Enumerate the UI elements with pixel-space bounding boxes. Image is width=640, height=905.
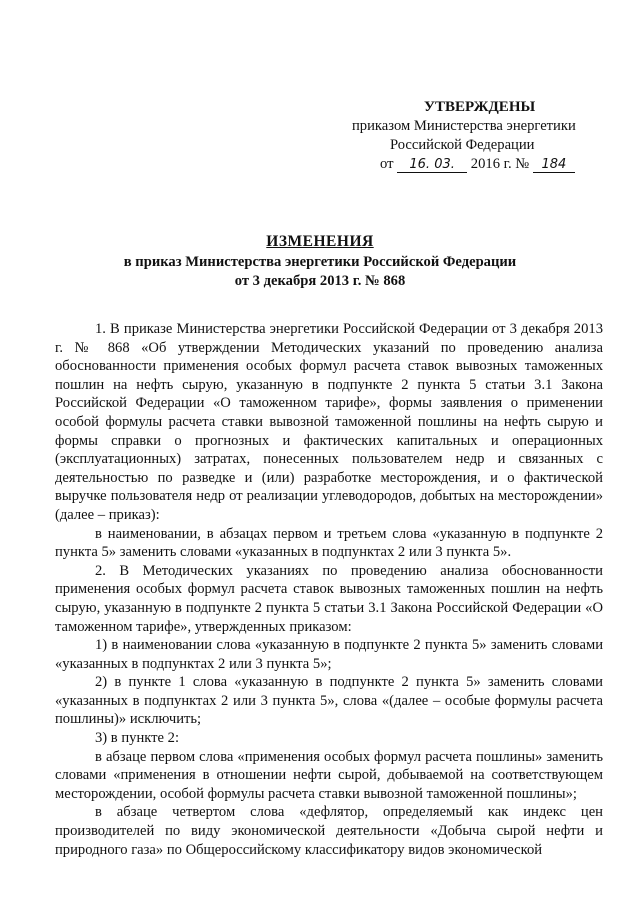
approval-date-line xyxy=(380,155,622,174)
paragraph: 1. В приказе Министерства энергетики Российской Федерации от 3 декабря 2013 г. № 868 «Об утверждении Методических указаний по проведению анализа обоснованности применения особых формул расчета ставок вывозных таможенных пошлин на нефть сырую, указанную в подпункте 2 пункта 5 статьи 3.1 Закона Российской Федерации «О таможенном тарифе», формы заявления о применении особой формулы расчета ставки вывозной таможенной пошлины на нефть сырую и формы справки о прогнозных и фактических капитальных и операционных (эксплуатационных) затратах, понесенных пользователем недр и связанных с деятельностью по разведке и (или) разработке месторождения, и о фактической выручке пользователя недр от реализации углеводородов, добытых на месторождении» (далее – приказ): xyxy=(55,321,603,523)
approval-line-ministry: приказом Министерства энергетики xyxy=(352,118,576,134)
paragraph: 1) в наименовании слова «указанную в подпункте 2 пункта 5» заменить словами «указанных в подпунктах 2 или 3 пункта 5»; xyxy=(55,637,603,672)
paragraph: в наименовании, в абзацах первом и третьем слова «указанную в подпункте 2 пункта 5» заменить словами «указанных в подпунктах 2 или 3 пункта 5». xyxy=(55,525,603,561)
year-number-label: 2016 г. № xyxy=(470,156,530,172)
approval-line-federation: Российской Федерации xyxy=(390,137,535,153)
document-title: ИЗМЕНЕНИЯ xyxy=(266,233,374,250)
document-subtitle-line2: от 3 декабря 2013 г. № 868 xyxy=(234,273,406,289)
approval-block xyxy=(352,98,622,174)
paragraph: в абзаце первом слова «применения особых формул расчета пошлины» заменить словами «применения в отношении нефти сырой, добываемой на соответствующем месторождении, особой формулы расчета ставки вывозной таможенной пошлины»; xyxy=(55,748,603,802)
approval-heading: УТВЕРЖДЕНЫ xyxy=(424,99,536,115)
paragraph: 2. В Методических указаниях по проведению анализа обоснованности применения особых формул расчета ставок вывозных таможенных пошлин на нефть сырую, указанную в подпункте 2 пункта 5 статьи 3.1 Закона Российской Федерации «О таможенном тарифе», утвержденных приказом: xyxy=(55,562,603,635)
document-body xyxy=(55,320,603,859)
document-subtitle-line1: в приказ Министерства энергетики Российской Федерации xyxy=(123,254,517,270)
paragraph: в абзаце четвертом слова «дефлятор, определяемый как индекс цен производителей по виду экономической деятельности «Добыча сырой нефти и природного газа» по Общероссийскому классификатору видов экономической xyxy=(55,804,603,858)
handwritten-date: 16. 03. xyxy=(397,157,467,173)
handwritten-number: 184 xyxy=(533,157,575,173)
date-prefix: от xyxy=(380,156,394,172)
paragraph: 3) в пункте 2: xyxy=(95,730,180,747)
paragraph: 2) в пункте 1 слова «указанную в подпункте 2 пункта 5» заменить словами «указанных в подпунктах 2 или 3 пункта 5», слова «(далее – особые формулы расчета пошлины)» исключить; xyxy=(55,674,603,728)
